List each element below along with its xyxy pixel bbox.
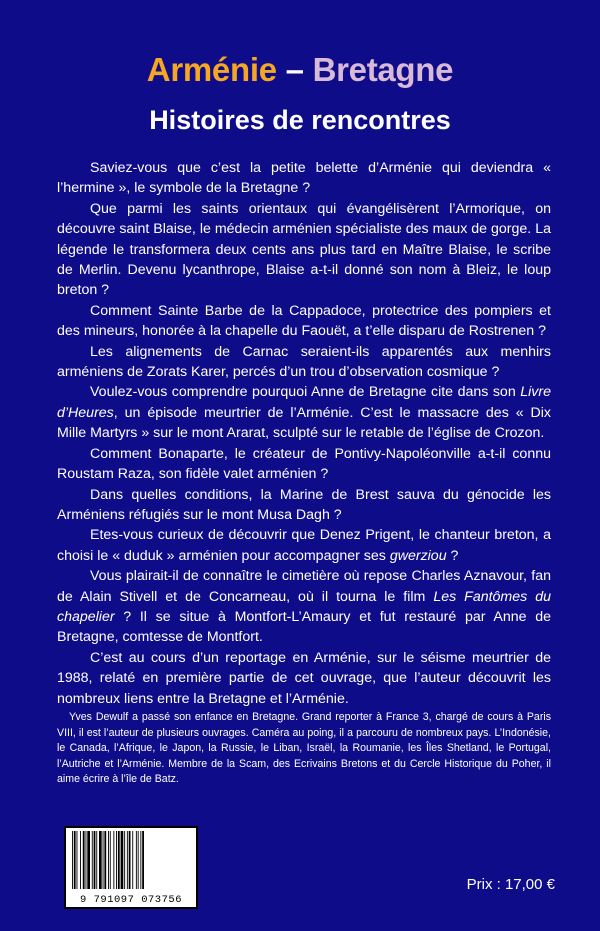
paragraph-text: Dans quelles conditions, la Marine de Brest sauva du génocide les Arméniens réfugiés sur le mont Musa Dagh ? <box>57 486 551 523</box>
title-separator: – <box>285 51 304 88</box>
paragraph-text: Saviez-vous que c’est la petite belette d’Arménie qui deviendra « l’hermine », le symbole de la Bretagne ? <box>57 160 551 197</box>
paragraph-text: Que parmi les saints orientaux qui évangélisèrent l’Armorique, on découvre saint Blaise, le médecin arménien spécialiste des maux de gorge. La légende le transformera deux cents ans plus tard en Maître Blaise, le scribe de Merlin. Devenu lycanthrope, Blaise a-t-il donné son nom à Bleiz, le loup breton ? <box>57 200 551 299</box>
author-bio-text: Yves Dewulf a passé son enfance en Bretagne. Grand reporter à France 3, chargé de cours à Paris VIII, il est l’auteur de plusieurs ouvrages. Caméra au poing, il a parcouru de nombreux pays. L’Indonésie, le Canada, l’Afrique, le Japon, la Russie, le Liban, Israël, la Roumanie, les Îles Shetland, le Portugal, l’Autriche et l’Arménie. Membre de la Scam, des Ecrivains Bretons et du Cercle Historique du Poher, il aime écrire à l’île de Batz. <box>57 711 551 786</box>
isbn-digits: 9 791097 073756 <box>79 894 182 906</box>
title-part-armenie: Arménie <box>146 51 277 88</box>
book-title <box>0 50 600 90</box>
body-paragraph <box>57 199 551 301</box>
body-paragraph <box>57 444 551 485</box>
barcode-bars-icon <box>70 831 192 889</box>
back-cover-text <box>57 158 551 709</box>
body-paragraph <box>57 648 551 709</box>
body-paragraph <box>57 342 551 383</box>
paragraph-text: Comment Sainte Barbe de la Cappadoce, protectrice des pompiers et des mineurs, honorée à la chapelle du Faouët, a t’elle disparu de Rostrenen ? <box>57 302 551 340</box>
paragraph-text: Comment Bonaparte, le créateur de Pontivy-Napoléonville a-t-il connu Roustam Raza, son fidèle valet arménien ? <box>57 445 551 483</box>
price-label: Prix : 17,00 € <box>466 876 555 893</box>
paragraph-text: Etes-vous curieux de découvrir que Denez Prigent, le chanteur breton, a choisi le « duduk » arménien pour accompagner ses <box>57 527 551 564</box>
paragraph-text: Les alignements de Carnac seraient-ils apparentés aux menhirs arméniens de Zorats Karer, percés d’un trou d’observation cosmique ? <box>57 343 551 381</box>
body-paragraph <box>57 158 551 199</box>
body-paragraph <box>57 485 551 526</box>
italic-title-text: Livre d’Heures <box>57 384 551 421</box>
isbn-barcode <box>64 826 198 909</box>
paragraph-text: Vous plairait-il de connaître le cimetière où repose Charles Aznavour, fan de Alain Stivell et de Concarneau, où il tourna le film <box>57 568 551 605</box>
paragraph-text: ? <box>446 547 459 564</box>
body-paragraph <box>57 525 551 566</box>
author-bio <box>57 710 551 788</box>
body-paragraph <box>57 382 551 443</box>
body-paragraph <box>57 301 551 342</box>
italic-title-text: gwerziou <box>389 547 447 564</box>
paragraph-text: Voulez-vous comprendre pourquoi Anne de Bretagne cite dans son <box>90 384 521 401</box>
title-part-bretagne: Bretagne <box>312 51 454 88</box>
paragraph-text: , un épisode meurtrier de l’Arménie. C’est le massacre des « Dix Mille Martyrs » sur le mont Ararat, sculpté sur le retable de l’église de Crozon. <box>57 404 551 442</box>
body-paragraph <box>57 566 551 648</box>
paragraph-text: ? Il se situe à Montfort-L’Amaury et fut restauré par Anne de Bretagne, comtesse de Montfort. <box>57 608 551 646</box>
italic-title-text: Les Fantômes du chapelier <box>57 588 551 625</box>
paragraph-text: C’est au cours d’un reportage en Arménie, sur le séisme meurtrier de 1988, relaté en première partie de cet ouvrage, que l’auteur découvrit les nombreux liens entre la Bretagne et l’Arménie. <box>57 649 551 707</box>
book-subtitle: Histoires de rencontres <box>149 105 451 135</box>
